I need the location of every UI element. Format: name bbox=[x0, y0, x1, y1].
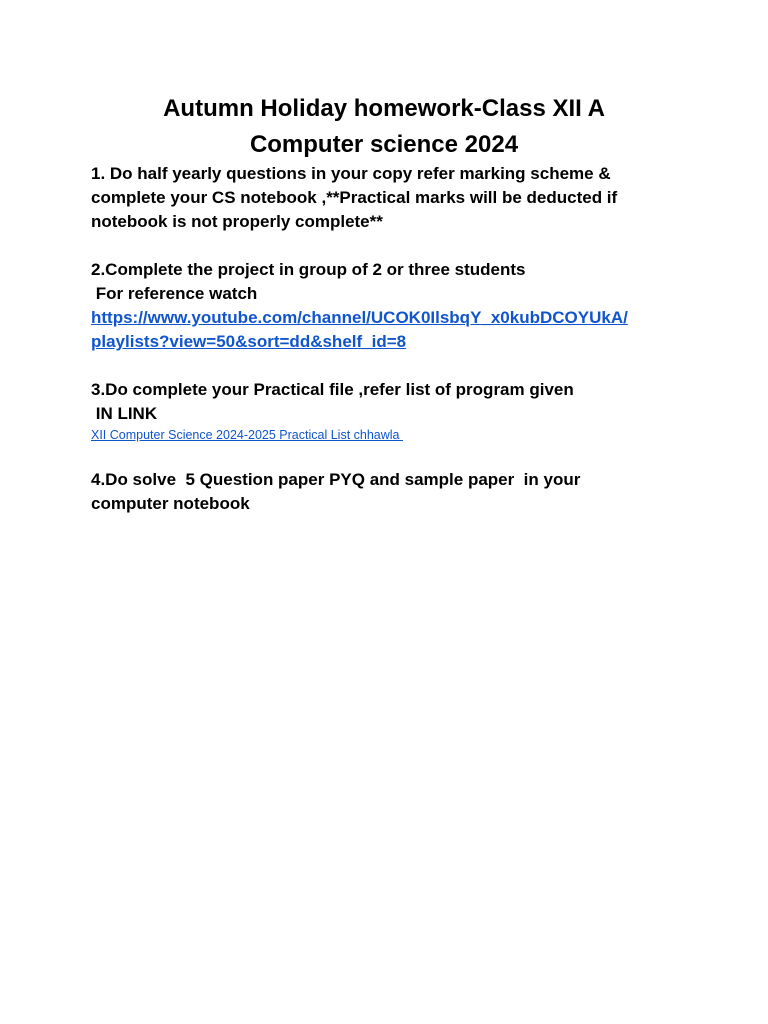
youtube-link-line-2[interactable]: playlists?view=50&sort=dd&shelf_id=8 bbox=[91, 332, 407, 351]
item-1-line-1: 1. Do half yearly questions in your copy refer marking scheme & bbox=[91, 164, 611, 183]
item-4-line-2: computer notebook bbox=[91, 494, 250, 513]
item-2-line-1: 2.Complete the project in group of 2 or three students bbox=[91, 260, 526, 279]
item-4-line-1: 4.Do solve 5 Question paper PYQ and sample paper in your bbox=[91, 470, 581, 489]
document-title-line-2: Computer science 2024 bbox=[249, 131, 519, 158]
item-1-line-3: notebook is not properly complete** bbox=[91, 212, 383, 231]
practical-list-link[interactable]: XII Computer Science 2024-2025 Practical List chhawla bbox=[91, 428, 403, 442]
item-2-line-2: For reference watch bbox=[91, 284, 258, 303]
item-1-line-2: complete your CS notebook ,**Practical marks will be deducted if bbox=[91, 188, 618, 207]
item-3-line-2: IN LINK bbox=[91, 404, 158, 423]
item-3-line-1: 3.Do complete your Practical file ,refer list of program given bbox=[91, 380, 574, 399]
document-title-line-1: Autumn Holiday homework-Class XII A bbox=[163, 95, 605, 122]
youtube-link-line-1[interactable]: https://www.youtube.com/channel/UCOK0IlsbqY_x0kubDCOYUkA/ bbox=[91, 308, 628, 327]
